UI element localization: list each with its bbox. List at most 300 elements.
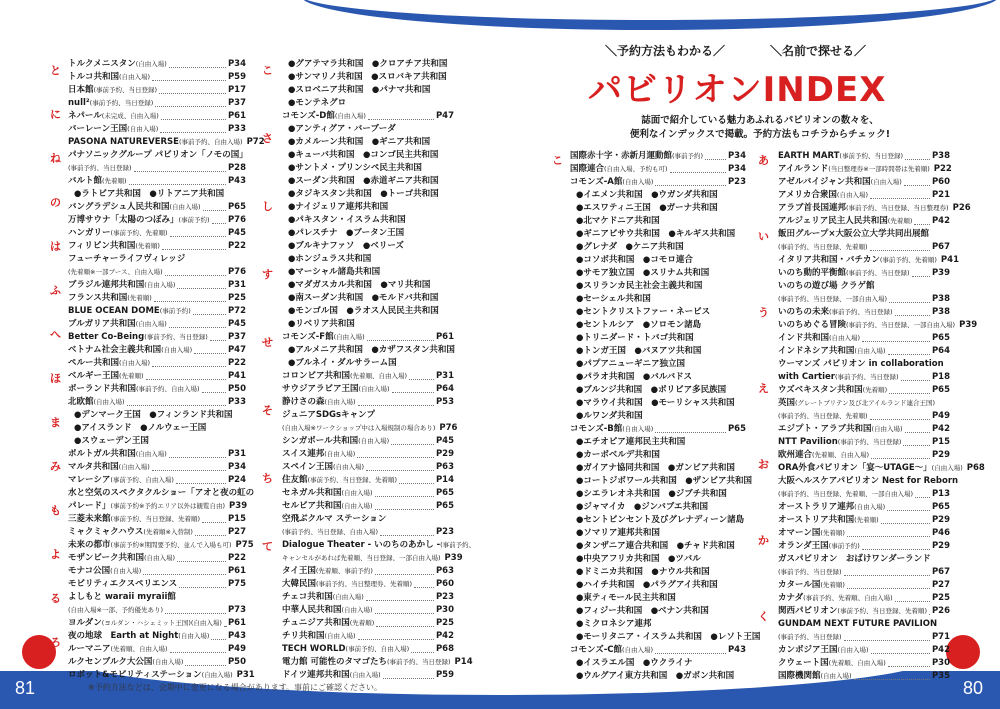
subtitle-search: ＼名前で探せる／ [770, 44, 867, 58]
entry-name: セネガル共和国 [282, 488, 342, 498]
index-entry [778, 189, 950, 202]
leader-dots [901, 374, 930, 381]
entry-name: 欧州連合 [778, 450, 813, 460]
index-entry [778, 514, 950, 527]
reservation-method: (自由入場) [358, 385, 390, 393]
reservation-method: (事前予約、当日登録) [834, 373, 899, 381]
sub-country-line: ●北マケドニア共和国 [576, 216, 660, 226]
index-entry [778, 410, 950, 423]
sub-country-line: ●パキスタン・イスラム共和国 [288, 215, 406, 225]
sub-country-line: ●グアテマラ共和国 ●クロアチア共和国 [288, 59, 448, 69]
page-reference: P47 [435, 111, 454, 121]
entry-name: カンボジア王国 [778, 645, 838, 655]
reservation-method: (事前予約、先着順、自由入場) [803, 594, 893, 602]
reservation-method: (自由入場) [333, 333, 365, 341]
page-reference: P63 [435, 462, 454, 472]
index-entry [778, 644, 950, 657]
sub-country-line: ●ルワンダ共和国 [576, 411, 643, 421]
reservation-method: (自由入場) [334, 112, 366, 120]
reservation-method: (自由入場) [169, 203, 201, 211]
entry-name: ポルトガル共和国 [68, 449, 136, 459]
sub-country-line: ●ラトビア共和国 ●リトアニア共和国 [74, 189, 225, 199]
page-reference: P72 [227, 306, 246, 316]
leader-dots [129, 178, 226, 185]
leader-dots [366, 464, 434, 471]
page-reference: P38 [931, 307, 950, 317]
sub-country-line: ●マーシャル諸島共和国 [288, 267, 381, 277]
page-reference: P29 [931, 541, 950, 551]
page-reference: P24 [227, 475, 246, 485]
page-reference: P68 [966, 463, 985, 473]
leader-dots [179, 581, 226, 588]
kana-marker: せ [262, 336, 273, 349]
reservation-method: (先着順※入替制) [143, 528, 193, 536]
index-entry [68, 214, 246, 227]
page-reference: P42 [931, 424, 950, 434]
entry-name: パレード」 [68, 501, 111, 511]
page-reference: P39 [931, 268, 950, 278]
page-reference: P25 [931, 593, 950, 603]
entry-name: BLUE OCEAN DOME [68, 306, 160, 316]
index-entry [778, 150, 950, 163]
sub-country-line: ●デンマーク王国 ●フィンランド共和国 [74, 410, 233, 420]
page-reference: P21 [931, 190, 950, 200]
leader-dots [915, 491, 930, 498]
reservation-method: (自由入場) [622, 425, 654, 433]
page-reference: P26 [952, 203, 971, 213]
page-reference: P65 [435, 501, 454, 511]
entry-name: ガスパビリオン おばけワンダーランド [778, 554, 931, 564]
footnote: ※予約方法などは、会期中に変更になる場合があります。事前にご確認ください。 [88, 683, 383, 692]
leader-dots [905, 426, 930, 433]
entry-name: ウーマンズ パビリオン in collaboration [778, 359, 944, 369]
page-reference: P76 [439, 423, 458, 433]
entry-name: オーストラリア連邦 [778, 502, 855, 512]
reservation-method: (自由入場) [871, 425, 903, 433]
reservation-method: (先着順) [862, 386, 888, 394]
page-number-right: 80 [962, 677, 984, 698]
index-entry [68, 97, 246, 110]
index-entry [570, 644, 746, 657]
index-column-4 [778, 150, 985, 683]
reservation-method: (先着順) [127, 294, 152, 302]
intro-line-1: 誌面で紹介している魅力あふれるパビリオンの数々を、 [641, 115, 879, 126]
page-reference: P34 [727, 151, 746, 161]
kana-marker: へ [50, 328, 61, 341]
reservation-method: (事前予約、当日登録、自由入場) [282, 528, 379, 536]
index-entry [68, 201, 246, 214]
reservation-method: (事前予約、先着順) [879, 256, 937, 264]
reservation-method: (事前予約、自由入場) [136, 385, 200, 393]
entry-name: 関西パビリオン [778, 606, 838, 616]
sub-country-line: ●コソボ共和国 ●コモロ連合 [576, 255, 693, 265]
entry-name: 国際赤十字・赤新月運動館 [570, 151, 673, 161]
entry-name: PASONA NATUREVERSE [68, 137, 179, 147]
index-entry [282, 474, 454, 487]
leader-dots [376, 620, 434, 627]
index-entry [778, 241, 950, 254]
entry-name: Better Co-Being [68, 332, 145, 342]
page-reference: P50 [227, 384, 246, 394]
page-reference: P49 [227, 644, 246, 654]
sub-country-line: ●シエラレオネ共和国 ●ジブチ共和国 [576, 489, 727, 499]
index-entry [68, 240, 246, 253]
index-entry [68, 266, 246, 279]
index-entry [282, 630, 454, 643]
sub-country-line: ●サントメ・プリンシペ民主共和国 [288, 163, 422, 173]
page-reference: P22 [227, 553, 246, 563]
index-entry [68, 539, 254, 552]
sub-country-line: ●セントビンセント及びグレナディーン諸島 [576, 515, 745, 525]
reservation-method: (自由入場) [178, 632, 210, 640]
sub-country-line: ●カメルーン共和国 ●ギニア共和国 [288, 137, 431, 147]
reservation-method: (先着順) [820, 581, 845, 589]
leader-dots [357, 451, 434, 458]
entry-name: ORA外食パビリオン「宴～UTAGE～」 [778, 463, 932, 473]
sub-country-line: ●タンザニア連合共和国 ●チャド共和国 [576, 541, 735, 551]
sub-country-line: ●スリランカ民主社会主義共和国 [576, 281, 703, 291]
reservation-method: (事前予約、当日登録) [89, 99, 154, 107]
page-reference: P60 [931, 177, 950, 187]
leader-dots [655, 426, 726, 433]
sub-country-line: ●ソマリア連邦共和国 [576, 528, 660, 538]
entry-name: 英国 [778, 398, 796, 408]
reservation-method: (自由入場) [820, 672, 852, 680]
leader-dots [193, 308, 226, 315]
page-reference: P27 [227, 527, 246, 537]
page-reference: P31 [236, 670, 255, 680]
sub-country-line: ●東ティモール民主共和国 [576, 593, 676, 603]
index-entry [68, 71, 246, 84]
sub-country-line: ●ドミニカ共和国 ●ナウル共和国 [576, 567, 710, 577]
index-entry [778, 332, 950, 345]
index-entry [570, 176, 746, 189]
leader-dots [152, 74, 226, 81]
reservation-method: (自由入場) [135, 450, 167, 458]
reservation-method: (事前予約、当日登録、先着順) [778, 412, 868, 420]
index-entry [282, 526, 454, 539]
entry-name: コモンズ-B館 [570, 424, 623, 434]
leader-dots [705, 153, 726, 160]
page-reference: P41 [227, 371, 246, 381]
sub-country-line: ●パレスチナ ●ブータン王国 [288, 228, 405, 238]
index-entry [778, 345, 950, 358]
entry-name: アゼルバイジャン共和国 [778, 177, 871, 187]
page-reference: P65 [931, 385, 950, 395]
index-entry [282, 396, 454, 409]
page-reference: P61 [435, 332, 454, 342]
page-reference: P17 [227, 85, 246, 95]
entry-name: いのちの未来 [778, 307, 830, 317]
reservation-method: (事前予約、当日登録、先着順) [110, 515, 201, 523]
entry-name: いのちめぐる冒険 [778, 320, 847, 330]
reservation-method: (自由入場) [622, 646, 654, 654]
subtitle-reservation: ＼予約方法もわかる／ [605, 44, 726, 58]
index-entry [282, 331, 454, 344]
page-reference: P30 [435, 605, 454, 615]
leader-dots [177, 282, 226, 289]
page-reference: P29 [435, 449, 454, 459]
sub-country-line: ●スウェーデン王国 [74, 436, 149, 446]
entry-name: ハンガリー [68, 228, 111, 238]
index-entry [778, 371, 950, 384]
reservation-method: (先着順、自由入場) [828, 659, 886, 667]
index-entry [778, 306, 950, 319]
kana-marker: え [758, 382, 769, 395]
kana-marker: し [262, 200, 273, 213]
leader-dots [844, 569, 930, 576]
leader-dots [375, 503, 434, 510]
index-entry [778, 657, 950, 670]
leader-dots [912, 270, 930, 277]
reservation-method: (先着順、事前予約) [315, 567, 373, 575]
reservation-method: (事前予約、当日登録) [837, 438, 902, 446]
reservation-method: (事前予約、当日登録) [68, 164, 132, 172]
entry-name: 万博サウナ「太陽のつぼみ」 [68, 215, 179, 225]
entry-name: クウェート国 [778, 658, 829, 668]
entry-name: NTT Pavilion [778, 437, 838, 447]
entry-name: モビリティエクスペリエンス [68, 579, 178, 589]
page-reference: P59 [435, 670, 454, 680]
leader-dots [177, 555, 226, 562]
entry-name: コモンズ-C館 [570, 645, 623, 655]
page-reference: P65 [931, 502, 950, 512]
entry-name: with Cartier [778, 372, 835, 382]
entry-name: 大韓民国 [282, 579, 317, 589]
page-reference: P31 [227, 449, 246, 459]
reservation-method: キャンセルがあれば先着順、当日登録、一部自由入場) [282, 554, 441, 562]
entry-name: Dialogue Theater - いのちのあかし - [282, 540, 441, 550]
leader-dots [888, 348, 930, 355]
entry-name: ブラジル連邦共和国 [68, 280, 145, 290]
index-entry [68, 396, 246, 409]
page-reference: P59 [227, 72, 246, 82]
index-entry [68, 370, 246, 383]
leader-dots [854, 673, 930, 680]
page-reference: P65 [227, 202, 246, 212]
entry-name: 大阪ヘルスケアパビリオン Nest for Reborn [778, 476, 959, 486]
sub-country-line: ●ギニアビサウ共和国 ●キルギス共和国 [576, 229, 736, 239]
entry-name: 三菱未来館 [68, 514, 111, 524]
leader-dots [169, 321, 226, 328]
leader-dots [847, 582, 930, 589]
entry-name: パナソニックグループ パビリオン「ノモの国」 [68, 150, 248, 160]
entry-name: コモンズ-F館 [282, 332, 334, 342]
leader-dots [862, 335, 930, 342]
page-reference: P38 [931, 151, 950, 161]
index-entry [68, 162, 246, 175]
leader-dots [210, 334, 226, 341]
page-reference: P14 [454, 657, 473, 667]
page-reference: P71 [931, 632, 950, 642]
index-entry [778, 501, 950, 514]
page-reference: P61 [227, 566, 246, 576]
leader-dots [411, 646, 434, 653]
entry-name: ジュニアSDGsキャンプ [282, 410, 376, 420]
reservation-method: (自由入場) [829, 334, 861, 342]
page-reference: P31 [227, 280, 246, 290]
sub-country-line: ●ウルグアイ東方共和国 ●ガボン共和国 [576, 671, 735, 681]
entry-name: ブルガリア共和国 [68, 319, 136, 329]
page-reference: P72 [246, 137, 265, 147]
index-entry [68, 253, 246, 266]
sub-country-line: ●パラオ共和国 ●バルバドス [576, 372, 692, 382]
sub-country-line: ●タジキスタン共和国 ●トーゴ共和国 [288, 189, 439, 199]
reservation-method: (自由入場) [931, 464, 963, 472]
entry-name: トルコ共和国 [68, 72, 120, 82]
kana-marker: い [758, 230, 769, 243]
reservation-method: (事前予約、当日整理券、先着順) [316, 580, 413, 588]
page-reference: P14 [435, 475, 454, 485]
leader-dots [202, 516, 226, 523]
index-column-2 [282, 58, 476, 682]
page-reference: P65 [931, 333, 950, 343]
sub-country-line: ●コートジボワール共和国 ●ザンビア共和国 [576, 476, 752, 486]
index-entry [68, 617, 246, 630]
reservation-method: (事前予約※期間要予約、並んで入場も可) [110, 541, 232, 549]
leader-dots [391, 438, 434, 445]
leader-dots [871, 647, 930, 654]
index-entry [68, 500, 246, 513]
page-reference: P13 [931, 489, 950, 499]
entry-name: オマーン国 [778, 528, 821, 538]
kana-marker: も [50, 504, 61, 517]
reservation-method: (自由入場) [93, 398, 125, 406]
reservation-method: (事前予約、当日登録) [144, 333, 208, 341]
index-entry [68, 175, 246, 188]
sub-country-line: ●アルメニア共和国 ●カザフスタン共和国 [288, 345, 455, 355]
entry-name: 国際連合 [570, 164, 605, 174]
sub-country-line: ●エスワティニ王国 ●ガーナ共和国 [576, 203, 718, 213]
reservation-method: (自由入場) [333, 463, 365, 471]
reservation-method: (自由入場) [135, 60, 167, 68]
page-reference: P73 [227, 605, 246, 615]
kana-marker: く [758, 610, 769, 623]
sub-country-line: ●ガイアナ協同共和国 ●ガンビア共和国 [576, 463, 735, 473]
leader-dots [375, 490, 434, 497]
entry-name: いのち動的平衡館 [778, 268, 847, 278]
entry-name: シンガポール共和国 [282, 436, 359, 446]
index-entry [778, 202, 971, 215]
index-entry [282, 669, 454, 682]
reservation-method: (事前予約※予約エリア以外は観覧自由) [110, 502, 226, 510]
reservation-method: (事前予約) [828, 542, 860, 550]
page-reference: P34 [227, 59, 246, 69]
page-reference: P22 [227, 241, 246, 251]
leader-dots [143, 568, 226, 575]
entry-name: バルト館 [68, 176, 103, 186]
reservation-method: (先着順、自由入場) [812, 451, 870, 459]
page-reference: P23 [435, 592, 454, 602]
index-entry [282, 500, 454, 513]
page-reference: P45 [227, 319, 246, 329]
index-entry [68, 461, 246, 474]
sub-country-line: ●サモア独立国 ●スリナム共和国 [576, 268, 710, 278]
page-reference: P47 [227, 345, 246, 355]
page-reference: P75 [235, 540, 254, 550]
entry-name: ロボット&モビリティステーション [68, 670, 202, 680]
sub-country-line: ●ミクロネシア連邦 [576, 619, 652, 629]
entry-name: 中華人民共和国 [282, 605, 342, 615]
leader-dots [903, 439, 930, 446]
entry-name: 未来の都市 [68, 540, 111, 550]
entry-name: null² [68, 98, 90, 108]
reservation-method: (事前予約、当日登録、一部自由入場) [778, 295, 888, 303]
sub-country-line: ●エチオピア連邦民主共和国 [576, 437, 686, 447]
entry-name: バングラデシュ人民共和国 [68, 202, 170, 212]
leader-dots [155, 100, 226, 107]
index-entry [778, 267, 950, 280]
entry-name: コモンズ-A館 [570, 177, 623, 187]
reservation-method: (事前予約、当日登録) [829, 308, 893, 316]
sub-country-line: ●モーリタニア・イスラム共和国 ●レソト王国 [576, 632, 761, 642]
index-entry [68, 526, 246, 539]
entry-name: フィリピン共和国 [68, 241, 136, 251]
reservation-method: (自由入場) [144, 281, 176, 289]
index-entry [282, 409, 454, 422]
leader-dots [134, 165, 226, 172]
reservation-method: (グレートブリテン及び北アイルランド連合王国) [795, 399, 936, 407]
kana-marker: そ [262, 404, 273, 417]
reservation-method: (自由入場) [324, 450, 356, 458]
leader-dots [161, 113, 226, 120]
leader-dots [194, 347, 226, 354]
reservation-method: (事前予約、当日登録、先着順、一部自由入場) [778, 490, 914, 498]
reservation-method: (自由入場※一部、予約優先あり) [68, 606, 164, 614]
index-entry [68, 448, 246, 461]
sub-country-line: ●フィジー共和国 ●ベナン共和国 [576, 606, 709, 616]
entry-name: EARTH MART [778, 151, 840, 161]
leader-dots [870, 192, 930, 199]
page-reference: P64 [931, 346, 950, 356]
entry-name: インド共和国 [778, 333, 830, 343]
leader-dots [380, 529, 434, 536]
reservation-method: (先着順) [135, 242, 160, 250]
entry-name: スペイン王国 [282, 462, 334, 472]
leader-dots [870, 413, 930, 420]
kana-marker: ち [262, 472, 273, 485]
leader-dots [375, 607, 434, 614]
reservation-method: (事前予約、当日登録) [778, 633, 842, 641]
index-entry [68, 643, 246, 656]
page-reference: P65 [727, 424, 746, 434]
page-reference: P42 [931, 645, 950, 655]
page-reference: P35 [931, 671, 950, 681]
leader-dots [871, 452, 930, 459]
leader-dots [392, 386, 434, 393]
entry-name: マルタ共和国 [68, 462, 119, 472]
leader-dots [211, 633, 226, 640]
leader-dots [655, 179, 726, 186]
reservation-method: (先着順) [854, 516, 879, 524]
page-reference: P41 [940, 255, 959, 265]
entry-name: いのちの遊び場 クラゲ館 [778, 281, 875, 291]
reservation-method: (自由入場) [332, 593, 364, 601]
entry-name: インドネシア共和国 [778, 346, 855, 356]
reservation-method: (当日整理券※一部時間帯は先着順) [828, 165, 930, 173]
entry-name: チュニジア共和国 [282, 618, 350, 628]
page-reference: P31 [435, 371, 454, 381]
index-entry [282, 539, 476, 552]
page-reference: P60 [435, 579, 454, 589]
reservation-method: (事前予約) [672, 152, 704, 160]
reservation-method: (自由入場) [110, 567, 142, 575]
index-entry [570, 423, 746, 436]
leader-dots [176, 477, 226, 484]
leader-dots [383, 672, 434, 679]
sub-country-line: ●中央アフリカ共和国 ●ツバル [576, 554, 701, 564]
sub-country-line: ●マダガスカル共和国 ●マリ共和国 [288, 280, 431, 290]
